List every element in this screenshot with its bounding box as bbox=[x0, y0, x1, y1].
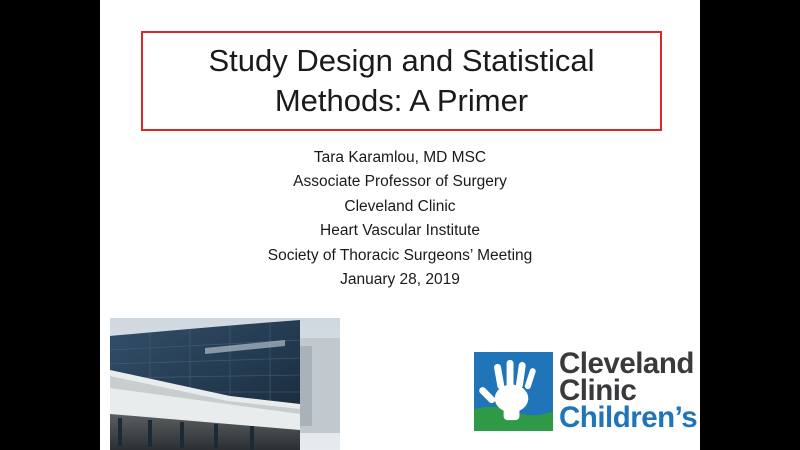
presenter-info bbox=[100, 146, 700, 292]
cleveland-clinic-childrens-logo bbox=[474, 347, 698, 436]
logo-wordmark bbox=[559, 347, 698, 434]
presenter-institution: Cleveland Clinic bbox=[344, 197, 456, 215]
title-box bbox=[141, 31, 662, 131]
presenter-department: Heart Vascular Institute bbox=[320, 222, 480, 240]
presenter-name: Tara Karamlou, MD MSC bbox=[313, 149, 487, 166]
presenter-position: Associate Professor of Surgery bbox=[293, 173, 507, 191]
handprint-logo-icon bbox=[474, 352, 553, 431]
presentation-slide bbox=[100, 0, 700, 450]
slide-title-line-2: Methods: A Primer bbox=[274, 83, 529, 118]
logo-word-clinic: Clinic bbox=[559, 374, 637, 407]
building-photo bbox=[110, 318, 340, 450]
meeting-name: Society of Thoracic Surgeons’ Meeting bbox=[267, 246, 533, 264]
logo-word-childrens: Children’s bbox=[559, 401, 698, 434]
slide-title-line-1: Study Design and Statistical bbox=[208, 43, 595, 78]
logo-word-cleveland: Cleveland bbox=[559, 347, 694, 380]
presentation-date: January 28, 2019 bbox=[340, 271, 460, 289]
